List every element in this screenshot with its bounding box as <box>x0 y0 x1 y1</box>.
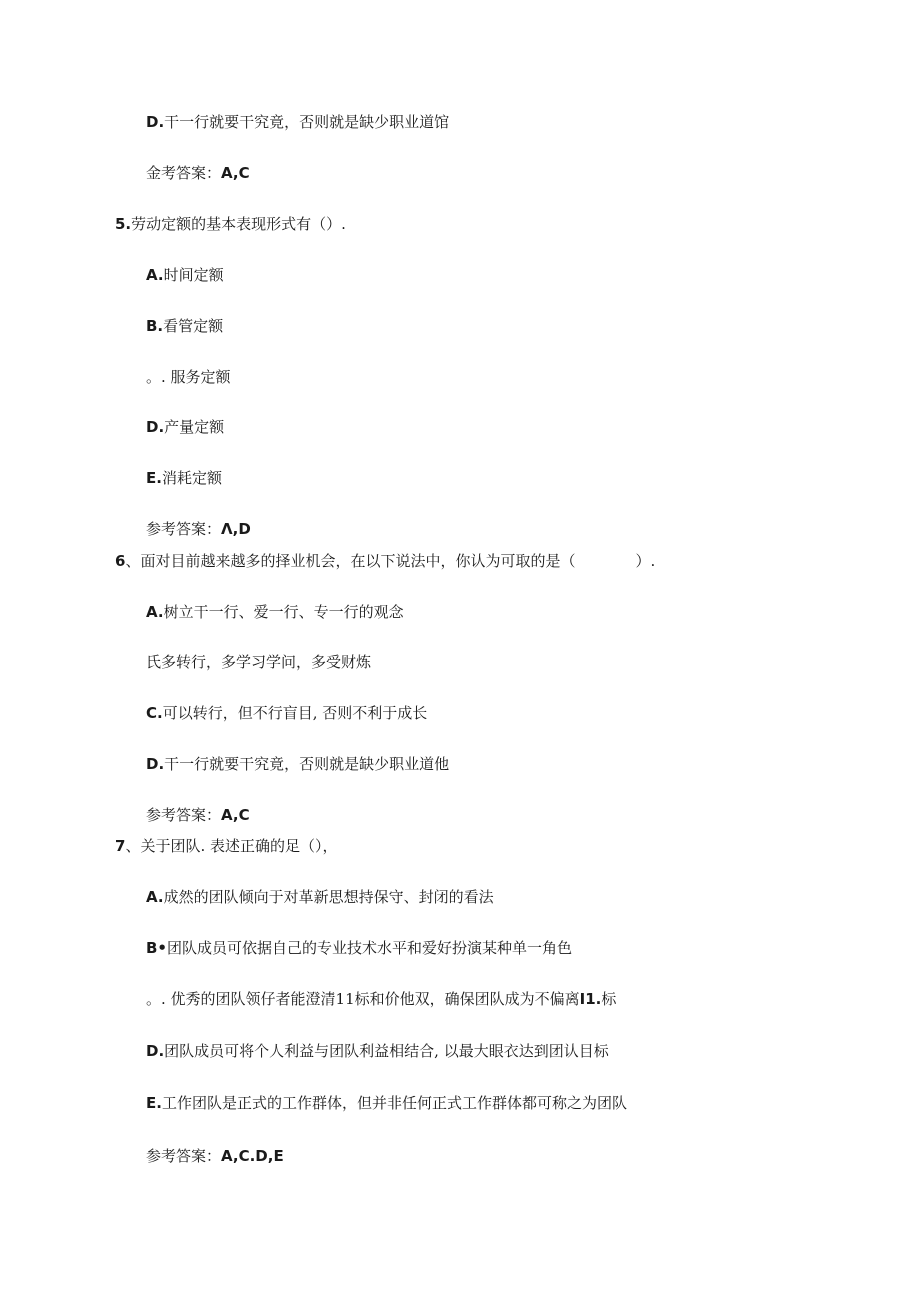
option-letter: E. <box>146 469 162 487</box>
option-text: 氏多转行，多学习学问，多受财炼 <box>146 653 372 671</box>
option-text: 团队成员可依据自己的专业技术水平和爱好扮演某种单一角色 <box>167 939 573 957</box>
answer-value: A,C <box>221 806 250 824</box>
option-text: 树立干一行、爱一行、专一行的观念 <box>163 603 404 621</box>
option-letter: B• <box>146 939 168 957</box>
option-letter: D. <box>146 113 165 131</box>
option-text: 工作团队是正式的工作群体，但并非任何正式工作群体都可称之为团队 <box>161 1094 627 1112</box>
question-number: 5. <box>115 215 132 233</box>
option-text: 干一行就要干究竟，否则就是缺少职业道他 <box>164 755 450 773</box>
option-text: 。. 优秀的团队领仔者能澄清11标和价他双，确保团队成为不偏离 <box>146 990 580 1008</box>
option-text-tail: 标 <box>601 990 617 1008</box>
option-text-bold: I1. <box>579 990 602 1008</box>
option-d <box>146 1041 609 1061</box>
option-d <box>146 417 224 437</box>
option-b <box>146 316 223 336</box>
option-e <box>146 468 222 488</box>
option-a <box>146 265 224 285</box>
option-letter: A. <box>146 266 164 284</box>
question-6 <box>115 551 655 571</box>
option-text: 。. 服务定额 <box>146 368 231 386</box>
option-letter: A. <box>146 888 164 906</box>
option-a <box>146 887 494 907</box>
answer-value: A,C.D,E <box>221 1147 284 1165</box>
answer-line <box>146 163 250 183</box>
answer-label: 参考答案： <box>146 806 222 824</box>
answer-line <box>146 519 251 539</box>
option-text: 可以转行，但不行盲目, 否则不利于成长 <box>162 704 428 722</box>
option-c <box>146 989 616 1009</box>
question-5 <box>115 214 346 234</box>
option-letter: D. <box>146 418 165 436</box>
answer-value: Λ,D <box>221 520 251 538</box>
answer-line <box>146 1146 284 1166</box>
option-text: 时间定额 <box>163 266 224 284</box>
option-text: 成然的团队倾向于对革新思想持保守、封闭的看法 <box>163 888 494 906</box>
option-c <box>146 703 427 723</box>
answer-label: 参考答案： <box>146 520 222 538</box>
question-number: 6 <box>115 552 126 570</box>
option-text: 团队成员可将个人利益与团队利益相结合, 以最大眼衣达到团认目标 <box>164 1042 609 1060</box>
question-text: 、面对目前越来越多的择业机会，在以下说法中，你认为可取的是（ ）. <box>125 552 656 570</box>
option-letter: C. <box>146 704 163 722</box>
option-text: 产量定额 <box>164 418 225 436</box>
option-e <box>146 1093 627 1113</box>
option-d <box>146 754 449 774</box>
option-b <box>146 652 371 672</box>
answer-label: 参考答案： <box>146 1147 222 1165</box>
answer-line <box>146 805 250 825</box>
question-7 <box>115 836 337 856</box>
option-letter: D. <box>146 1042 165 1060</box>
option-letter: A. <box>146 603 164 621</box>
option-a <box>146 602 404 622</box>
answer-label: 金考答案： <box>146 164 222 182</box>
option-text: 看管定额 <box>163 317 224 335</box>
option-letter: B. <box>146 317 164 335</box>
option-text: 干一行就要干究竟，否则就是缺少职业道馆 <box>164 113 450 131</box>
question-text: 劳动定额的基本表现形式有（）. <box>131 215 346 233</box>
question-number: 7 <box>115 837 126 855</box>
option-text: 消耗定额 <box>161 469 222 487</box>
option-c <box>146 367 231 387</box>
option-letter: E. <box>146 1094 162 1112</box>
option-b <box>146 938 572 958</box>
question-text: 、关于团队. 表述正确的足（）， <box>125 837 338 855</box>
option-d <box>146 112 449 132</box>
answer-value: A,C <box>221 164 250 182</box>
option-letter: D. <box>146 755 165 773</box>
